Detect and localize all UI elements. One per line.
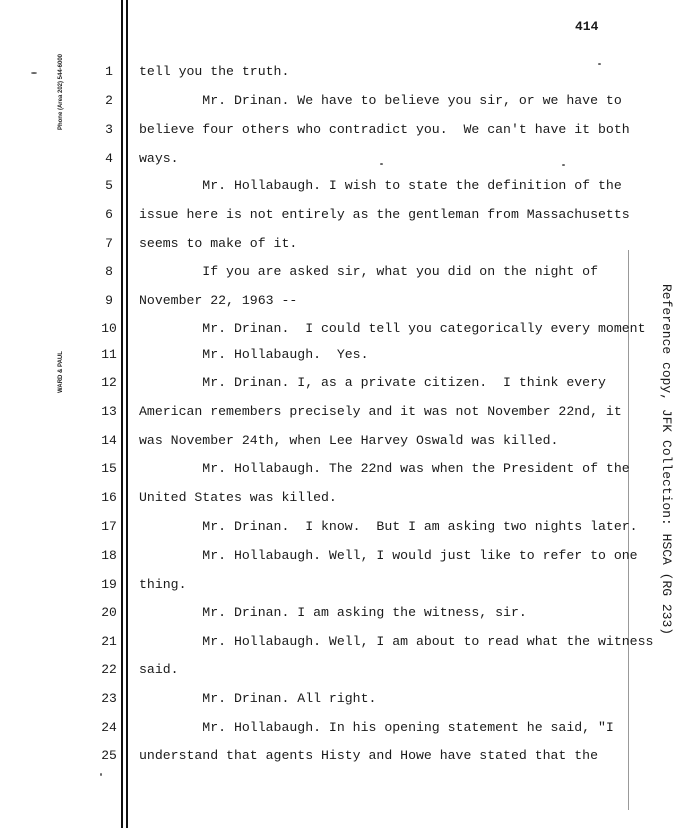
phone-stamp: Phone (Area 202) 544-6000 <box>58 53 64 131</box>
line-number: 15 <box>101 461 117 476</box>
transcript-line: was November 24th, when Lee Harvey Oswald was killed. <box>139 433 559 448</box>
transcript-line: Mr. Hollabaugh. Well, I am about to read what the witness <box>139 634 654 649</box>
line-number: 24 <box>101 720 117 735</box>
archive-stamp: Reference copy, JFK Collection: HSCA (RG 233) <box>659 284 674 636</box>
line-number: 2 <box>105 93 113 108</box>
line-number: 11 <box>101 347 117 362</box>
line-number: 19 <box>101 577 117 592</box>
transcript-line: Mr. Hollabaugh. The 22nd was when the President of the <box>139 461 630 476</box>
transcript-line: Mr. Drinan. I, as a private citizen. I think every <box>139 375 606 390</box>
transcript-line: Mr. Hollabaugh. In his opening statement he said, "I <box>139 720 614 735</box>
transcript-line: said. <box>139 662 179 677</box>
transcript-line: Mr. Drinan. I could tell you categorically every moment <box>139 321 646 336</box>
line-number: 8 <box>105 264 113 279</box>
line-number: 25 <box>101 748 117 763</box>
line-number: 6 <box>105 207 113 222</box>
transcript-line: American remembers precisely and it was not November 22nd, it <box>139 404 622 419</box>
line-number: 13 <box>101 404 117 419</box>
scan-speck <box>380 163 383 165</box>
line-number: 14 <box>101 433 117 448</box>
scan-speck <box>598 63 601 65</box>
transcript-line: Mr. Drinan. We have to believe you sir, or we have to <box>139 93 622 108</box>
transcript-line: Mr. Drinan. I know. But I am asking two nights later. <box>139 519 638 534</box>
transcript-line: understand that agents Histy and Howe have stated that the <box>139 748 598 763</box>
scan-speck <box>100 773 102 776</box>
line-number: 23 <box>101 691 117 706</box>
transcript-line: Mr. Hollabaugh. Yes. <box>139 347 369 362</box>
transcript-line: ways. <box>139 151 179 166</box>
line-number: 17 <box>101 519 117 534</box>
transcript-line: United States was killed. <box>139 490 337 505</box>
transcript-line: believe four others who contradict you. We can't have it both <box>139 122 630 137</box>
line-number: 20 <box>101 605 117 620</box>
line-number: 10 <box>101 321 117 336</box>
transcript-line: seems to make of it. <box>139 236 298 251</box>
line-number: 12 <box>101 375 117 390</box>
transcript-line: Mr. Hollabaugh. Well, I would just like to refer to one <box>139 548 638 563</box>
line-number: 16 <box>101 490 117 505</box>
transcript-line: tell you the truth. <box>139 64 290 79</box>
left-margin-rule <box>126 0 128 828</box>
line-number: 1 <box>105 64 113 79</box>
transcript-line: Mr. Hollabaugh. I wish to state the definition of the <box>139 178 622 193</box>
line-number: 5 <box>105 178 113 193</box>
transcript-line: thing. <box>139 577 187 592</box>
page-number: 414 <box>575 19 599 34</box>
line-number: 9 <box>105 293 113 308</box>
transcript-line: Mr. Drinan. All right. <box>139 691 377 706</box>
line-number: 18 <box>101 548 117 563</box>
line-number: 22 <box>101 662 117 677</box>
transcript-line: issue here is not entirely as the gentleman from Massachusetts <box>139 207 630 222</box>
transcript-line: If you are asked sir, what you did on the night of <box>139 264 598 279</box>
scan-speck <box>31 72 37 74</box>
transcript-line: Mr. Drinan. I am asking the witness, sir. <box>139 605 527 620</box>
line-number: 3 <box>105 122 113 137</box>
line-number: 7 <box>105 236 113 251</box>
line-number: 21 <box>101 634 117 649</box>
transcript-line: November 22, 1963 -- <box>139 293 298 308</box>
firm-stamp: WARD & PAUL <box>58 351 64 393</box>
line-number: 4 <box>105 151 113 166</box>
scan-speck <box>562 164 565 166</box>
